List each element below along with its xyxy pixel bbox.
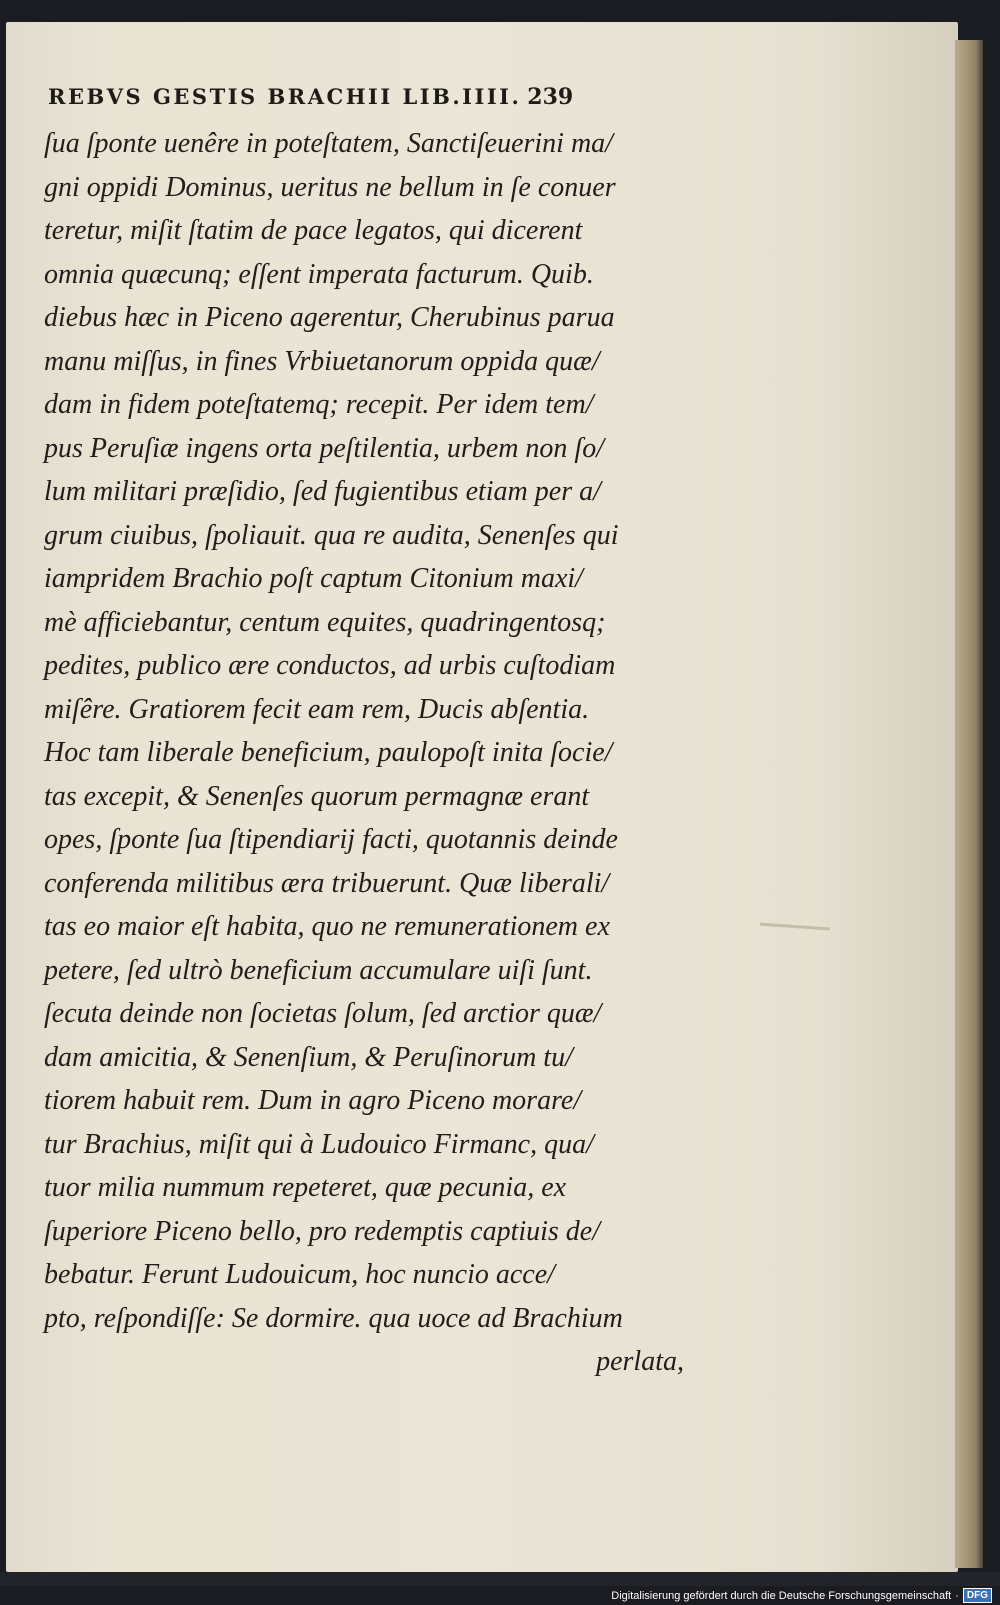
text-line: ſecuta deinde non ſocietas ſolum, ſed arctior quæ/ xyxy=(44,998,602,1029)
text-line: tas eo maior eſt habita, quo ne remunerationem ex xyxy=(44,911,610,942)
text-line: pus Peruſiæ ingens orta peſtilentia, urbem non ſo/ xyxy=(44,432,604,464)
text-line: petere, ſed ultrò beneficium accumulare uiſi ſunt. xyxy=(44,954,593,986)
footer-separator: · xyxy=(955,1589,959,1602)
page-number: 239 xyxy=(527,84,574,110)
text-line: tuor milia nummum repeteret, quæ pecunia, ex xyxy=(44,1172,567,1203)
text-line: gni oppidi Dominus, ueritus ne bellum in ſe conuer xyxy=(44,171,616,203)
text-line: bebatur. Ferunt Ludouicum, hoc nuncio acce/ xyxy=(44,1259,555,1290)
text-line: Hoc tam liberale beneficium, paulopoſt inita ſocie/ xyxy=(44,737,613,768)
running-head xyxy=(48,84,678,110)
text-line: teretur, miſit ſtatim de pace legatos, qui dicerent xyxy=(44,215,583,246)
dfg-logo: DFG xyxy=(963,1588,992,1603)
scan-bottom-band xyxy=(0,1572,1000,1586)
text-line: iampridem Brachio poſt captum Citonium maxi/ xyxy=(44,563,583,594)
text-line: ſua ſponte uenêre in poteſtatem, Sanctiſeuerini ma/ xyxy=(44,128,613,159)
footer-text: Digitalisierung gefördert durch die Deutsche Forschungsgemeinschaft xyxy=(611,1589,952,1602)
body-text xyxy=(44,122,684,1384)
text-line: manu miſſus, in fines Vrbiuetanorum oppida quæ/ xyxy=(44,345,600,377)
catchword: perlata, xyxy=(596,1346,684,1377)
text-line: grum ciuibus, ſpoliauit. qua re audita, Senenſes qui xyxy=(44,519,619,551)
page-edge xyxy=(955,40,983,1568)
text-line: dam amicitia, & Senenſium, & Peruſinorum tu/ xyxy=(44,1041,573,1073)
text-line: lum militari præſidio, ſed fugientibus etiam per a/ xyxy=(44,476,601,507)
text-line: miſêre. Gratiorem fecit eam rem, Ducis abſentia. xyxy=(44,693,590,725)
text-line: mè afficiebantur, centum equites, quadringentosq; xyxy=(44,606,606,638)
text-line: opes, ſponte ſua ſtipendiarij facti, quotannis deinde xyxy=(44,824,618,855)
text-line: diebus hæc in Piceno agerentur, Cherubinus parua xyxy=(44,302,615,333)
text-line: tur Brachius, miſit qui à Ludouico Firmanc, qua/ xyxy=(44,1128,594,1160)
running-head-title: REBVS GESTIS BRACHII LIB.IIII. xyxy=(48,84,522,109)
digitization-footer xyxy=(611,1586,992,1605)
text-line: ſuperiore Piceno bello, pro redemptis captiuis de/ xyxy=(44,1215,601,1247)
text-line: conferenda militibus æra tribuerunt. Quæ liberali/ xyxy=(44,867,610,899)
text-line: omnia quæcunq; eſſent imperata facturum. Quib. xyxy=(44,258,594,290)
text-line: pedites, publico ære conductos, ad urbis cuſtodiam xyxy=(44,650,616,681)
text-line: dam in fidem poteſtatemq; recepit. Per idem tem/ xyxy=(44,389,594,420)
text-line: pto, reſpondiſſe: Se dormire. qua uoce ad Brachium xyxy=(44,1302,623,1334)
text-line: tiorem habuit rem. Dum in agro Piceno morare/ xyxy=(44,1085,582,1116)
text-line: tas excepit, & Senenſes quorum permagnæ erant xyxy=(44,780,590,812)
